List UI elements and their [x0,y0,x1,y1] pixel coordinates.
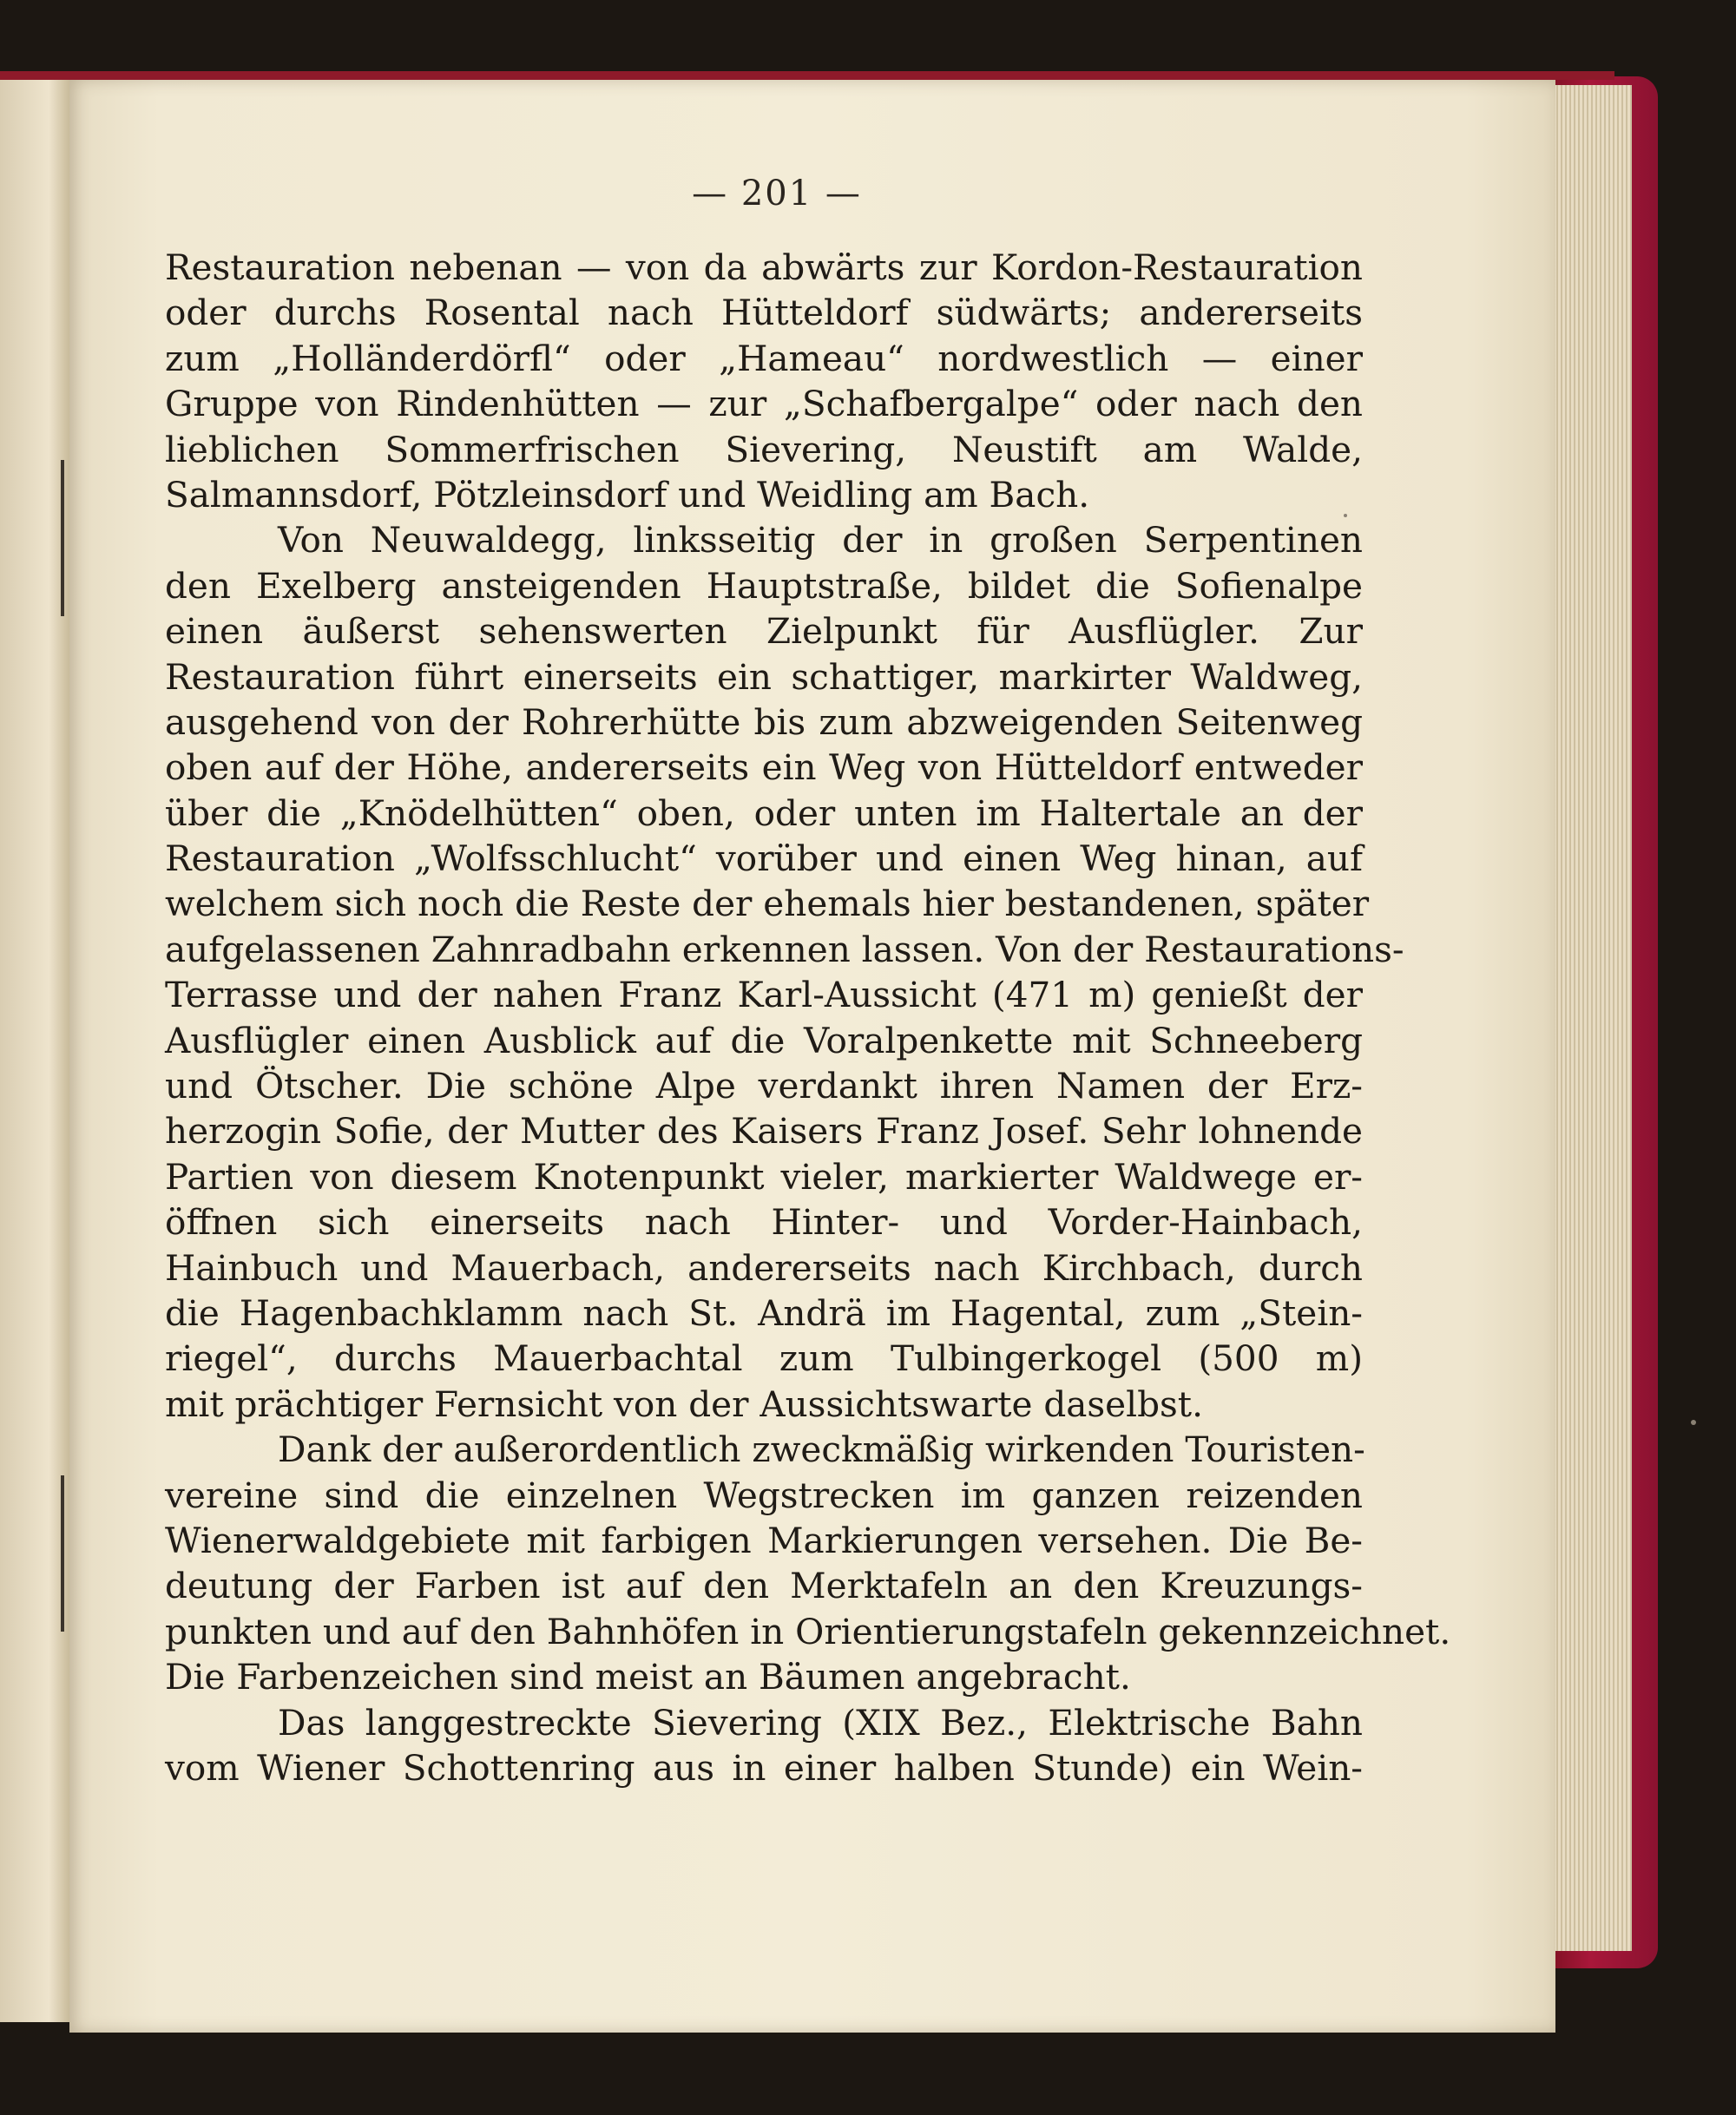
text-line: mit prächtiger Fernsicht von der Aussichtswarte daselbst. [165,1383,1203,1425]
paper-speck [1691,1420,1696,1425]
text-line: Dank der außerordentlich zweckmäßig wirkenden Touristen- [278,1429,1365,1471]
text-line: und Ötscher. Die schöne Alpe verdankt ihren Namen der Erz- [165,1065,1363,1107]
page-number: — 201 — [692,174,862,213]
text-line: riegel“, durchs Mauerbachtal zum Tulbingerkogel (500 m) [165,1337,1363,1380]
page-stack-edge [1554,85,1632,1951]
text-line: Hainbuch und Mauerbach, andererseits nach Kirchbach, durch [165,1246,1363,1289]
text-line: herzogin Sofie, der Mutter des Kaisers Franz Josef. Sehr lohnende [165,1110,1363,1153]
text-line: Salmannsdorf, Pötzleinsdorf und Weidling am Bach. [165,473,1090,516]
text-line: punkten und auf den Bahnhöfen in Orientierungstafeln gekennzeichnet. [165,1610,1451,1652]
text-line: einen äußerst sehenswerten Zielpunkt für Ausflügler. Zur [165,610,1363,653]
paper-speck [1344,514,1347,517]
text-line: Gruppe von Rindenhütten — zur „Schafbergalpe“ oder nach den [165,383,1363,425]
text-line: Das langgestreckte Sievering (XIX Bez., Elektrische Bahn [278,1701,1363,1744]
facing-page-edge [0,78,69,2022]
text-line: welchem sich noch die Reste der ehemals hier bestandenen, später [165,883,1370,925]
gutter-mark-lower [61,1475,64,1632]
text-line: Restauration „Wolfsschlucht“ vorüber und einen Weg hinan, auf [165,837,1363,880]
gutter-mark-upper [61,460,64,616]
text-line: Ausflügler einen Ausblick auf die Voralpenkette mit Schneeberg [165,1019,1363,1061]
text-line: Restauration führt einerseits ein schattiger, markirter Waldweg, [165,655,1363,698]
text-line: Partien von diesem Knotenpunkt vieler, markierter Waldwege er- [165,1155,1363,1198]
text-line: deutung der Farben ist auf den Merktafeln an den Kreuzungs- [165,1565,1363,1607]
text-line: Terrasse und der nahen Franz Karl-Aussicht (471 m) genießt der [165,974,1363,1016]
text-line: oder durchs Rosental nach Hütteldorf südwärts; andererseits [165,292,1363,334]
text-line: zum „Holländerdörfl“ oder „Hameau“ nordwestlich — einer [165,337,1363,379]
text-line: lieblichen Sommerfrischen Sievering, Neustift am Walde, [165,428,1363,470]
text-line: aufgelassenen Zahnradbahn erkennen lassen. Von der Restaurations- [165,928,1404,970]
text-line: Restauration nebenan — von da abwärts zur Kordon-Restauration [165,246,1363,288]
text-line: über die „Knödelhütten“ oben, oder unten im Haltertale an der [165,791,1363,834]
text-line: öffnen sich einerseits nach Hinter- und Vorder-Hainbach, [165,1201,1363,1244]
text-line: ausgehend von der Rohrerhütte bis zum abzweigenden Seitenweg [165,700,1363,743]
text-line: Die Farbenzeichen sind meist an Bäumen angebracht. [165,1656,1131,1698]
text-line: oben auf der Höhe, andererseits ein Weg von Hütteldorf entweder [165,746,1363,789]
page-text [165,245,1451,1790]
text-line: den Exelberg ansteigenden Hauptstraße, bildet die Sofienalpe [165,564,1363,607]
cover-top-edge [0,71,1614,80]
text-line: Von Neuwaldegg, linksseitig der in großen Serpentinen [278,519,1363,562]
text-line: vom Wiener Schottenring aus in einer halben Stunde) ein Wein- [165,1746,1363,1789]
text-line: die Hagenbachklamm nach St. Andrä im Hagental, zum „Stein- [165,1291,1363,1334]
text-line: Wienerwaldgebiete mit farbigen Markierungen versehen. Die Be- [165,1519,1363,1561]
text-line: vereine sind die einzelnen Wegstrecken im ganzen reizenden [165,1474,1363,1516]
